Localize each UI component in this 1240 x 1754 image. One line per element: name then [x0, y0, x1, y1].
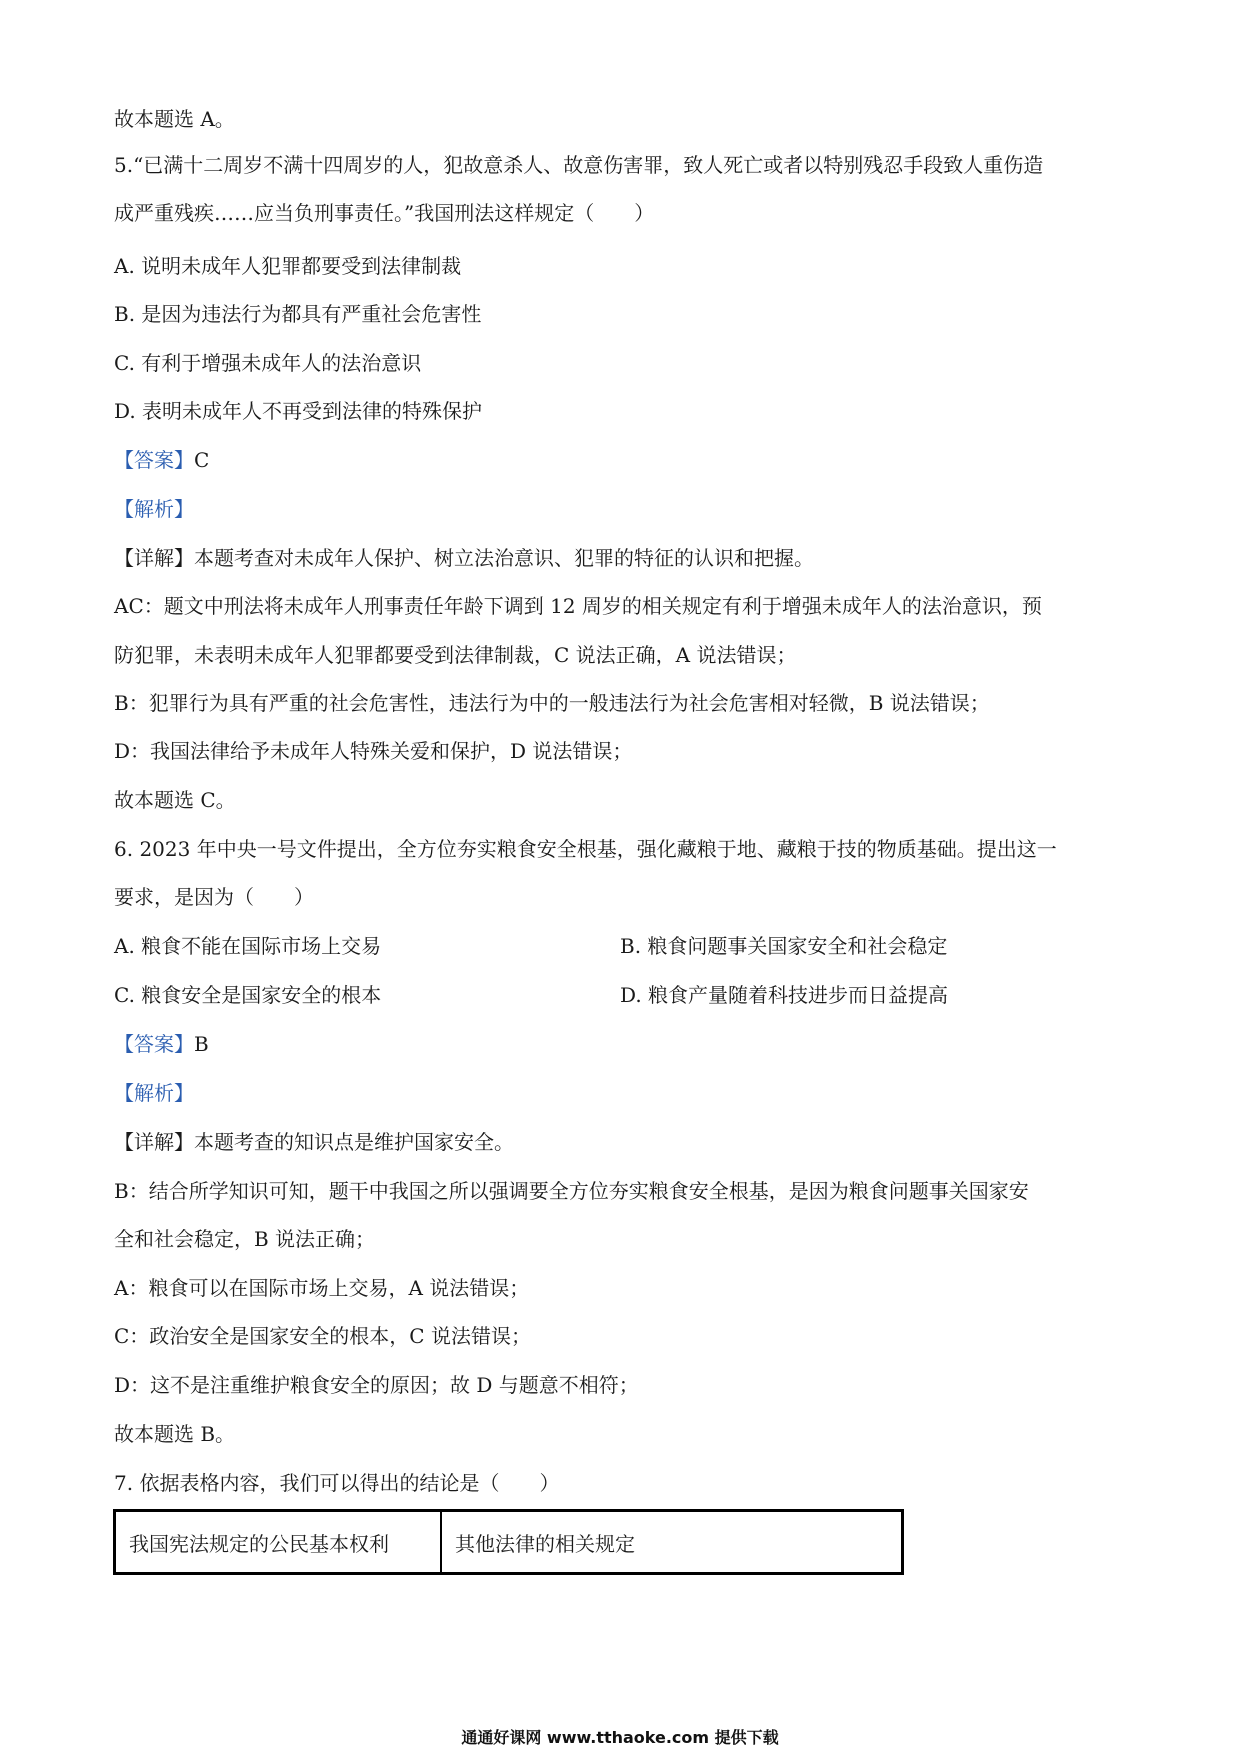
q5-detail-line: 防犯罪，未表明未成年人犯罪都要受到法律制裁，C 说法正确，A 说法错误； — [114, 643, 797, 667]
q6-detail-line: A：粮食可以在国际市场上交易，A 说法错误； — [114, 1276, 530, 1300]
q5-stem-line-1: 5.“已满十二周岁不满十四周岁的人，犯故意杀人、故意伤害罪，致人死亡或者以特别残忍手段致人重伤造 — [114, 153, 1044, 177]
table-cell-constitution-rights: 我国宪法规定的公民基本权利 — [115, 1511, 442, 1574]
q6-detail-line: B：结合所学知识可知，题干中我国之所以强调要全方位夯实粮食安全根基，是因为粮食问题事关国家安 — [114, 1179, 1029, 1203]
q5-analysis-tag: 【解析】 — [114, 497, 194, 521]
q6-stem-line-2: 要求，是因为（ ） — [114, 885, 314, 909]
q5-detail-line: D：我国法律给予未成年人特殊关爱和保护，D 说法错误； — [114, 739, 633, 763]
answer-value: B — [194, 1032, 209, 1056]
q5-detail-line: 故本题选 C。 — [114, 788, 236, 812]
q6-detail-line: D：这不是注重维护粮食安全的原因；故 D 与题意不相符； — [114, 1373, 639, 1397]
q6-option-c: C. 粮食安全是国家安全的根本 — [114, 983, 382, 1007]
q4-conclusion: 故本题选 A。 — [114, 107, 235, 131]
q5-detail-line: B：犯罪行为具有严重的社会危害性，违法行为中的一般违法行为社会危害相对轻微，B 说法错误； — [114, 691, 990, 715]
page-footer: 通通好课网 www.tthaoke.com 提供下载 — [461, 1728, 779, 1747]
answer-tag: 【答案】 — [114, 1032, 194, 1056]
q5-option-d: D. 表明未成年人不再受到法律的特殊保护 — [114, 399, 483, 423]
q6-detail-line: 【详解】本题考查的知识点是维护国家安全。 — [114, 1130, 514, 1154]
answer-value: C — [194, 448, 210, 472]
q5-stem-line-2: 成严重残疾……应当负刑事责任。”我国刑法这样规定（ ） — [114, 201, 655, 225]
q6-option-b: B. 粮食问题事关国家安全和社会稳定 — [620, 934, 948, 958]
q5-answer — [114, 445, 1134, 475]
q5-option-b: B. 是因为违法行为都具有严重社会危害性 — [114, 302, 482, 326]
q6-detail-line: 全和社会稳定，B 说法正确； — [114, 1227, 376, 1251]
q5-option-a: A. 说明未成年人犯罪都要受到法律制裁 — [114, 254, 462, 278]
q6-option-a: A. 粮食不能在国际市场上交易 — [114, 934, 382, 958]
q5-detail-line: AC：题文中刑法将未成年人刑事责任年龄下调到 12 周岁的相关规定有利于增强未成年人的法治意识，预 — [114, 594, 1042, 618]
q6-option-d: D. 粮食产量随着科技进步而日益提高 — [620, 983, 949, 1007]
q6-analysis-tag: 【解析】 — [114, 1081, 194, 1105]
q6-detail-line: 故本题选 B。 — [114, 1422, 236, 1446]
q5-option-c: C. 有利于增强未成年人的法治意识 — [114, 351, 422, 375]
table-cell-other-laws: 其他法律的相关规定 — [441, 1511, 903, 1574]
table-row — [115, 1511, 903, 1574]
q6-stem-line-1: 6. 2023 年中央一号文件提出，全方位夯实粮食安全根基，强化藏粮于地、藏粮于技的物质基础。提出这一 — [114, 837, 1057, 861]
q6-answer — [114, 1029, 1134, 1059]
answer-tag: 【答案】 — [114, 448, 194, 472]
q5-detail-line: 【详解】本题考查对未成年人保护、树立法治意识、犯罪的特征的认识和把握。 — [114, 546, 814, 570]
q6-detail-line: C：政治安全是国家安全的根本，C 说法错误； — [114, 1324, 531, 1348]
q7-table — [113, 1509, 904, 1575]
q7-stem: 7. 依据表格内容，我们可以得出的结论是（ ） — [114, 1471, 560, 1495]
